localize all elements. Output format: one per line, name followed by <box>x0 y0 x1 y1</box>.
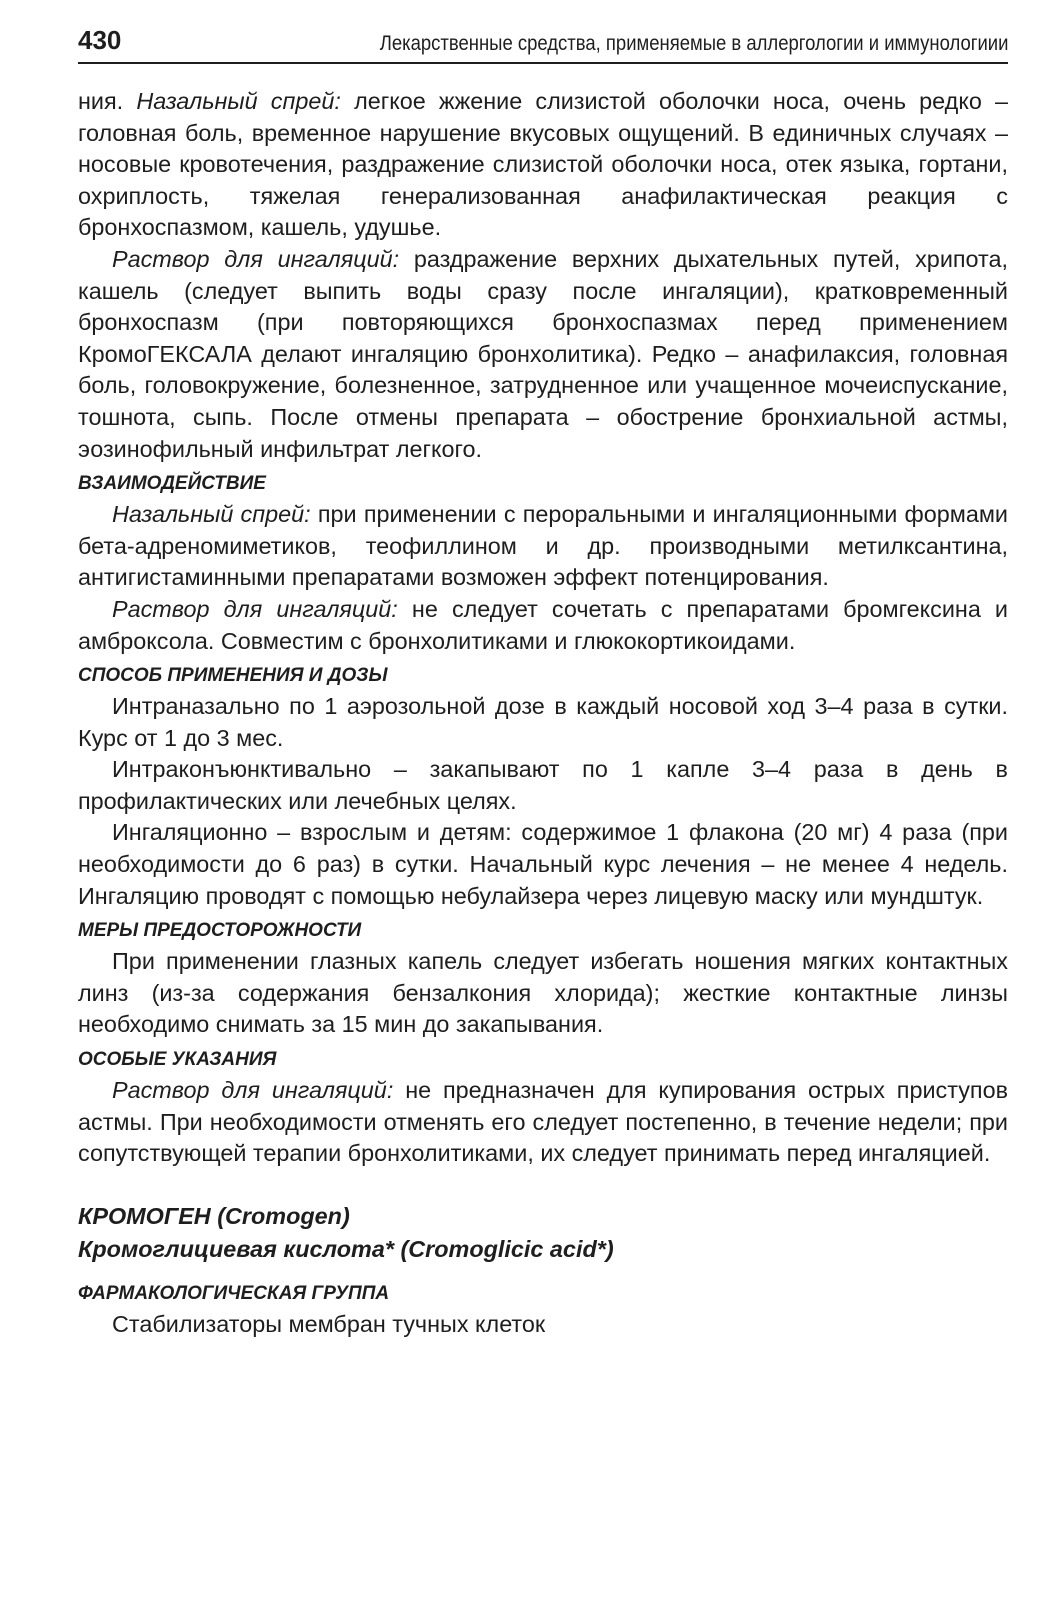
page-header <box>78 0 1008 64</box>
running-title: Лекарственные средства, применяемые в аллергологии и иммунологиии <box>379 32 1008 55</box>
text-run: не предназначен для купирования острых приступов астмы. При необходимости отменять его следует постепенно, в течение недели; при сопутствующей терапии бронхолитиками, их следует принимать перед ингаляцией. <box>78 1077 1009 1167</box>
section-heading-dosage: СПОСОБ ПРИМЕНЕНИЯ И ДОЗЫ <box>78 665 388 687</box>
nasal-spray-label: Назальный спрей: <box>136 88 341 114</box>
inhalation-label: Раствор для ингаляций: <box>112 1077 394 1104</box>
paragraph-continuation <box>78 86 1008 244</box>
paragraph-inhalation-side-effects <box>78 244 1008 465</box>
section-heading-special-notes: ОСОБЫЕ УКАЗАНИЯ <box>78 1049 277 1071</box>
paragraph-dosage-inhalation: Ингаляционно – взрослым и детям: содержимое 1 флакона (20 мг) 4 раза (при необходимости до 6 раз) в сутки. Начальный курс лечения – не менее 4 недель. Ингаляцию проводят с помощью небулайзера через лицевую маску или мундштук. <box>78 819 1008 909</box>
page-number: 430 <box>78 25 122 55</box>
inhalation-label: Раствор для ингаляций: <box>112 595 398 622</box>
drug-title: КРОМОГЕН (Cromogen) <box>78 1202 350 1229</box>
nasal-spray-label: Назальный спрей: <box>112 501 311 528</box>
paragraph-interaction-nasal <box>78 499 1008 594</box>
text-run: ния. <box>78 88 137 114</box>
text-run: раздражение верхних дыхательных путей, хрипота, кашель (следует выпить воды сразу после ингаляции), кратковременный бронхоспазм (при повторяющихся бронхоспазмах перед применением КромоГЕКСАЛА делают ингаляцию бронхолитика). Редко – анафилаксия, головная боль, головокружение, болезненное, затрудненное или учащенное мочеиспускание, тошнота, сыпь. После отмены препарата – обострение бронхиальной астмы, эозинофильный инфильтрат легкого. <box>78 245 1008 462</box>
active-substance: Кромоглициевая кислота* (Cromoglicic acid*) <box>78 1235 614 1262</box>
paragraph-special-notes <box>78 1075 1008 1170</box>
paragraph-interaction-inhalation <box>78 594 1008 657</box>
drug-entry-cromogen <box>78 1200 1008 1341</box>
section-heading-pharmacological-group: ФАРМАКОЛОГИЧЕСКАЯ ГРУППА <box>78 1282 390 1304</box>
inhalation-label: Раствор для ингаляций: <box>112 245 400 272</box>
paragraph-pharmacological-group: Стабилизаторы мембран тучных клеток <box>112 1310 546 1337</box>
text-run: при применении с пероральными и ингаляционными формами бета-адреномиметиков, теофиллином и др. производными метилксантина, антигистаминными препаратами возможен эффект потенцирования. <box>78 501 1008 591</box>
page-content <box>78 64 1008 1340</box>
section-heading-interaction: ВЗАИМОДЕЙСТВИЕ <box>78 473 266 495</box>
text-run: не следует сочетать с препаратами бромгексина и амброксола. Совместим с бронхолитиками и глюкокортикоидами. <box>78 595 1008 654</box>
paragraph-precautions: При применении глазных капель следует избегать ношения мягких контактных линз (из-за содержания бензалкония хлорида); жесткие контактные линзы необходимо снимать за 15 мин до закапывания. <box>78 948 1008 1038</box>
paragraph-dosage-intraconjunctival: Интраконъюнктивально – закапывают по 1 капле 3–4 раза в день в профилактических или лечебных целях. <box>78 756 1008 814</box>
paragraph-dosage-intranasal: Интраназально по 1 аэрозольной дозе в каждый носовой ход 3–4 раза в сутки. Курс от 1 до 3 мес. <box>78 693 1008 751</box>
text-run: легкое жжение слизистой оболочки носа, очень редко – головная боль, временное нарушение вкусовых ощущений. В единичных случаях – носовые кровотечения, раздражение слизистой оболочки носа, отек языка, гортани, охриплость, тяжелая генерализованная анафилактическая реакция с бронхоспазмом, кашель, удушье. <box>78 88 1008 241</box>
section-heading-precautions: МЕРЫ ПРЕДОСТОРОЖНОСТИ <box>78 920 362 942</box>
